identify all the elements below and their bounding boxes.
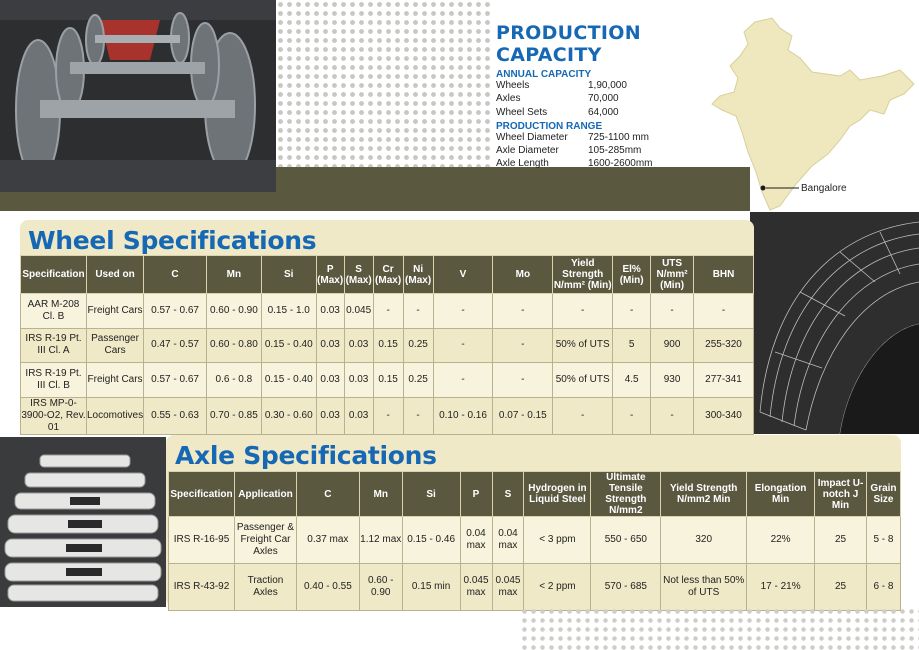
capacity-value: 64,000 [588, 106, 619, 118]
table-cell: 25 [815, 517, 867, 564]
axle-section-title: Axle Specifications [175, 441, 437, 470]
table-cell: 0.15 min [402, 564, 460, 611]
range-key: Axle Length [496, 158, 549, 170]
capacity-value: 70,000 [588, 93, 619, 105]
dot-pattern-band [276, 0, 491, 170]
col-header: S [492, 472, 524, 517]
col-header: S (Max) [344, 256, 373, 294]
table-cell: 1.12 max [359, 517, 402, 564]
table-cell: - [373, 397, 403, 434]
table-cell: 0.15 [373, 328, 403, 363]
table-cell: Passenger & Freight Car Axles [234, 517, 296, 564]
wheel-section-title: Wheel Specifications [28, 226, 317, 255]
table-cell: 930 [651, 363, 694, 398]
table-cell: 50% of UTS [553, 328, 613, 363]
table-cell: - [433, 294, 493, 329]
table-cell: AAR M-208 Cl. B [21, 294, 87, 329]
dot-pattern-bottom [520, 607, 919, 650]
table-cell: 0.60 - 0.90 [206, 294, 261, 329]
map-city-label: Bangalore [801, 183, 847, 194]
table-cell: 0.15 - 0.40 [261, 363, 316, 398]
table-cell: - [651, 397, 694, 434]
table-cell: 0.47 - 0.57 [144, 328, 207, 363]
table-cell: 0.04 max [460, 517, 492, 564]
table-cell: - [694, 294, 754, 329]
table-row [21, 294, 754, 329]
table-cell: Freight Cars [86, 363, 143, 398]
table-cell: 0.57 - 0.67 [144, 294, 207, 329]
table-cell: 0.03 [316, 294, 344, 329]
table-row [21, 363, 754, 398]
table-cell: 320 [661, 517, 747, 564]
col-header: Ultimate Tensile Strength N/mm2 [591, 472, 661, 517]
table-cell: 0.04 max [492, 517, 524, 564]
table-cell: 5 [613, 328, 651, 363]
table-cell: Passenger Cars [86, 328, 143, 363]
wheel-spec-table [20, 255, 754, 435]
capacity-key: Wheels [496, 80, 530, 91]
production-title: PRODUCTION CAPACITY [496, 22, 641, 66]
range-key: Wheel Diameter [496, 131, 568, 143]
col-header: Elongation Min [747, 472, 815, 517]
table-cell: 0.30 - 0.60 [261, 397, 316, 434]
col-header: Hydrogen in Liquid Steel [524, 472, 591, 517]
wheelsets-photo [0, 0, 276, 192]
table-cell: - [403, 294, 433, 329]
table-cell: 0.70 - 0.85 [206, 397, 261, 434]
table-cell: 22% [747, 517, 815, 564]
range-value: 105-285mm [588, 145, 642, 157]
table-row [21, 397, 754, 434]
table-cell: 17 - 21% [747, 564, 815, 611]
table-cell: - [651, 294, 694, 329]
table-cell: - [433, 363, 493, 398]
table-cell: 5 - 8 [866, 517, 900, 564]
table-row [169, 517, 901, 564]
table-cell: 0.03 [316, 328, 344, 363]
capacity-key: Axles [496, 93, 521, 105]
table-cell: 0.25 [403, 363, 433, 398]
capacity-value: 1,90,000 [588, 80, 627, 91]
table-cell: 0.045 max [460, 564, 492, 611]
table-cell: 0.10 - 0.16 [433, 397, 493, 434]
table-cell: 0.045 [344, 294, 373, 329]
table-cell: - [553, 294, 613, 329]
table-cell: 0.03 [316, 363, 344, 398]
annual-capacity-label: ANNUAL CAPACITY [496, 69, 592, 80]
table-cell: 0.57 - 0.67 [144, 363, 207, 398]
col-header: P [460, 472, 492, 517]
table-cell: IRS R-19 Pt. III Cl. B [21, 363, 87, 398]
col-header: Specification [169, 472, 235, 517]
bangalore-marker [761, 186, 766, 191]
wheel-mesh-render [750, 212, 919, 434]
col-header: BHN [694, 256, 754, 294]
table-cell: 0.15 - 0.46 [402, 517, 460, 564]
col-header: Specification [21, 256, 87, 294]
table-cell: 0.03 [344, 363, 373, 398]
table-cell: Not less than 50% of UTS [661, 564, 747, 611]
table-cell: - [403, 397, 433, 434]
table-row [21, 328, 754, 363]
table-cell: Traction Axles [234, 564, 296, 611]
col-header: Yield Strength N/mm2 Min [661, 472, 747, 517]
table-cell: 6 - 8 [866, 564, 900, 611]
table-cell: < 2 ppm [524, 564, 591, 611]
table-cell: 0.40 - 0.55 [296, 564, 359, 611]
col-header: V [433, 256, 493, 294]
col-header: Mn [206, 256, 261, 294]
col-header: Impact U-notch J Min [815, 472, 867, 517]
table-cell: 50% of UTS [553, 363, 613, 398]
table-cell: 0.55 - 0.63 [144, 397, 207, 434]
table-cell: - [493, 363, 553, 398]
table-cell: 255-320 [694, 328, 754, 363]
table-cell: Locomotives [86, 397, 143, 434]
table-cell: 0.60 - 0.90 [359, 564, 402, 611]
col-header: Cr (Max) [373, 256, 403, 294]
col-header: Si [261, 256, 316, 294]
table-cell: - [373, 294, 403, 329]
production-range-label: PRODUCTION RANGE [496, 120, 603, 132]
table-cell: 0.15 - 1.0 [261, 294, 316, 329]
table-cell: - [493, 294, 553, 329]
range-value: 725-1100 mm [588, 131, 649, 143]
table-cell: < 3 ppm [524, 517, 591, 564]
table-cell: Freight Cars [86, 294, 143, 329]
col-header: C [144, 256, 207, 294]
col-header: C [296, 472, 359, 517]
table-row [169, 564, 901, 611]
wheel-specifications-card [20, 220, 754, 433]
col-header: Application [234, 472, 296, 517]
table-cell: 550 - 650 [591, 517, 661, 564]
table-cell: IRS R-19 Pt. III Cl. A [21, 328, 87, 363]
capacity-key: Wheel Sets [496, 106, 548, 118]
table-cell: IRS MP-0-3900-O2, Rev. 01 [21, 397, 86, 433]
table-cell: 0.37 max [296, 517, 359, 564]
table-cell: 570 - 685 [591, 564, 661, 611]
col-header: P (Max) [316, 256, 344, 294]
table-cell: 900 [651, 328, 694, 363]
col-header: Used on [86, 256, 143, 294]
table-cell: - [433, 328, 493, 363]
axle-spec-table [168, 471, 901, 611]
col-header: Si [402, 472, 460, 517]
axles-photo [0, 437, 166, 607]
col-header: Mn [359, 472, 402, 517]
axle-header-row [169, 472, 901, 517]
table-cell: 0.25 [403, 328, 433, 363]
table-cell: 0.15 - 0.40 [261, 328, 316, 363]
table-cell: 0.07 - 0.15 [493, 397, 553, 434]
olive-band [276, 167, 750, 211]
table-cell: 25 [815, 564, 867, 611]
table-cell: - [613, 397, 651, 434]
col-header: Mo [493, 256, 553, 294]
table-cell: 0.03 [344, 397, 373, 434]
table-cell: 277-341 [694, 363, 754, 398]
table-cell: 0.6 - 0.8 [206, 363, 261, 398]
table-cell: IRS R-16-95 [169, 517, 235, 564]
table-cell: 4.5 [613, 363, 651, 398]
table-cell: 0.03 [316, 397, 344, 434]
table-cell: IRS R-43-92 [169, 564, 235, 611]
table-cell: 300-340 [694, 397, 754, 434]
table-cell: 0.03 [344, 328, 373, 363]
wheel-header-row [21, 256, 754, 294]
table-cell: - [553, 397, 613, 434]
range-value: 1600-2600mm [588, 158, 653, 170]
table-cell: 0.045 max [492, 564, 524, 611]
range-key: Axle Diameter [496, 145, 559, 157]
axle-specifications-card [166, 435, 901, 607]
col-header: El% (Min) [613, 256, 651, 294]
col-header: UTS N/mm² (Min) [651, 256, 694, 294]
table-cell: 0.60 - 0.80 [206, 328, 261, 363]
table-cell: - [613, 294, 651, 329]
table-cell: 0.15 [373, 363, 403, 398]
table-cell: - [493, 328, 553, 363]
col-header: Grain Size [866, 472, 900, 517]
col-header: Ni (Max) [403, 256, 433, 294]
col-header: Yield Strength N/mm² (Min) [553, 256, 613, 294]
olive-band-left [0, 192, 276, 211]
